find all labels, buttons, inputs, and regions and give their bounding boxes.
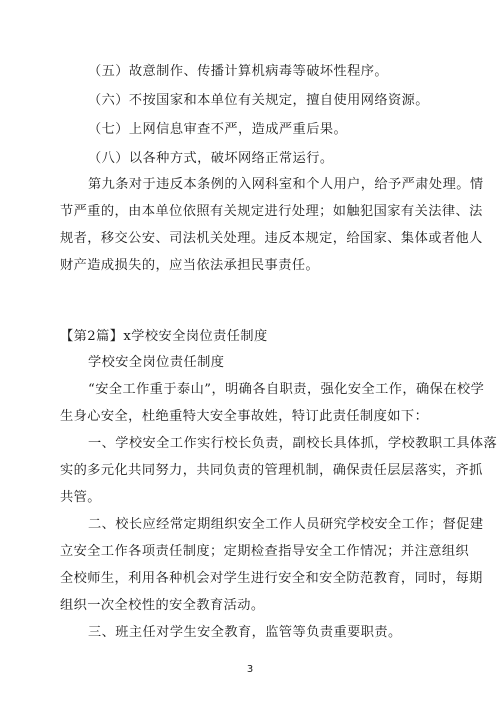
text-line-item-2: 二、校长应经常定期组织安全工作人员研究学校安全工作；督促建 <box>88 517 484 532</box>
text-line: 规者，移交公安、司法机关处理。违反本规定，给国家、集体或者他人 <box>60 231 483 246</box>
text-line: 组织一次全校性的安全教育活动。 <box>60 598 265 613</box>
text-line-article-9: 第九条对于违反本条例的入网科室和个人用户，给予严肃处理。情 <box>88 177 484 192</box>
text-line-clause-6: （六）不按国家和本单位有关规定，擅自使用网络资源。 <box>88 93 429 108</box>
text-line: 生身心安全，杜绝重特大安全事故姓，特订此责任制度如下： <box>60 409 429 424</box>
text-line: 节严重的，由本单位依照有关规定进行处理；如触犯国家有关法律、法 <box>60 204 483 219</box>
text-line: 共管。 <box>60 490 101 505</box>
section-subtitle: 学校安全岗位责任制度 <box>88 355 225 370</box>
text-line: 全校师生，利用各种机会对学生进行安全和安全防范教育，同时，每期 <box>60 571 483 586</box>
text-line: 财产造成损失的，应当依法承担民事责任。 <box>60 258 320 273</box>
text-line-clause-8: （八）以各种方式，破坏网络正常运行。 <box>88 151 334 166</box>
page-number: 3 <box>246 664 254 675</box>
text-line: “安全工作重于泰山”，明确各自职责，强化安全工作，确保在校学 <box>88 382 485 397</box>
text-line: 实的多元化共同努力，共同负责的管理机制，确保责任层层落实，齐抓 <box>60 463 483 478</box>
text-line-clause-7: （七）上网信息审查不严，造成严重后果。 <box>88 122 348 137</box>
text-line-item-3: 三、班主任对学生安全教育，监管等负责重要职责。 <box>88 625 402 640</box>
text-line: 立安全工作各项责任制度；定期检查指导安全工作情况；并注意组织 <box>60 544 470 559</box>
text-line-clause-5: （五）故意制作、传播计算机病毒等破坏性程序。 <box>88 64 389 79</box>
text-line-item-1: 一、学校安全工作实行校长负责，副校长具体抓，学校教职工具体落 <box>88 436 498 451</box>
section-heading: 【第2篇】x学校安全岗位责任制度 <box>60 329 268 344</box>
